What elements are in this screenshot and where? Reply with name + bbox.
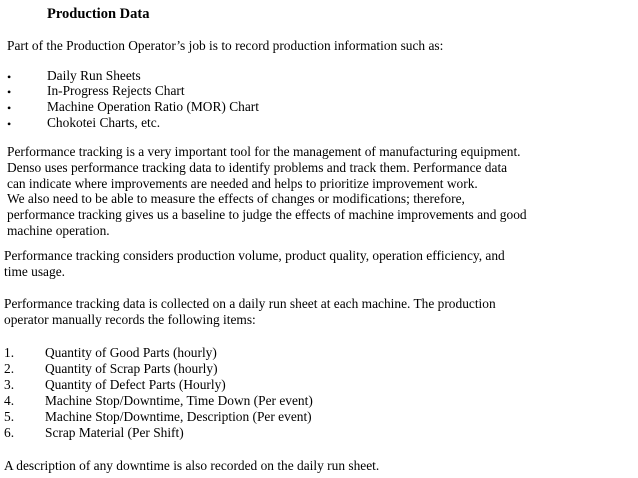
paragraph-line: Performance tracking considers production volume, product quality, operation efficiency, and <box>4 248 505 263</box>
closing-text: A description of any downtime is also recorded on the daily run sheet. <box>4 458 380 473</box>
list-number: 6. <box>4 425 15 440</box>
paragraph-line: Denso uses performance tracking data to identify problems and track them. Performance data <box>7 160 508 175</box>
bullet-marker: • <box>7 85 12 99</box>
bullet-item: Machine Operation Ratio (MOR) Chart <box>47 99 259 114</box>
paragraph-line: Performance tracking data is collected on a daily run sheet at each machine. The production <box>4 296 496 311</box>
paragraph-line: can indicate where improvements are needed and helps to prioritize improvement work. <box>7 176 478 191</box>
list-number: 4. <box>4 393 15 408</box>
list-item: Quantity of Scrap Parts (hourly) <box>45 361 218 376</box>
paragraph-line: Performance tracking is a very important tool for the management of manufacturing equipment. <box>7 144 521 159</box>
list-item: Machine Stop/Downtime, Time Down (Per event) <box>45 393 313 408</box>
bullet-item: In-Progress Rejects Chart <box>47 83 185 98</box>
list-item: Machine Stop/Downtime, Description (Per event) <box>45 409 312 424</box>
paragraph-line: We also need to be able to measure the effects of changes or modifications; therefore, <box>7 191 465 206</box>
list-number: 1. <box>4 345 15 360</box>
list-item: Scrap Material (Per Shift) <box>45 425 184 440</box>
bullet-marker: • <box>7 101 12 115</box>
list-number: 2. <box>4 361 15 376</box>
paragraph-line: machine operation. <box>7 223 110 238</box>
page-title: Production Data <box>47 6 150 22</box>
paragraph-line: time usage. <box>4 264 65 279</box>
intro-text: Part of the Production Operator’s job is to record production information such as: <box>7 38 444 53</box>
paragraph-line: operator manually records the following items: <box>4 312 256 327</box>
bullet-item: Daily Run Sheets <box>47 68 141 83</box>
bullet-marker: • <box>7 70 12 84</box>
list-item: Quantity of Defect Parts (Hourly) <box>45 377 226 392</box>
list-item: Quantity of Good Parts (hourly) <box>45 345 217 360</box>
bullet-item: Chokotei Charts, etc. <box>47 115 161 130</box>
list-number: 3. <box>4 377 15 392</box>
paragraph-line: performance tracking gives us a baseline to judge the effects of machine improvements and good <box>7 207 527 222</box>
bullet-marker: • <box>7 117 12 131</box>
list-number: 5. <box>4 409 15 424</box>
